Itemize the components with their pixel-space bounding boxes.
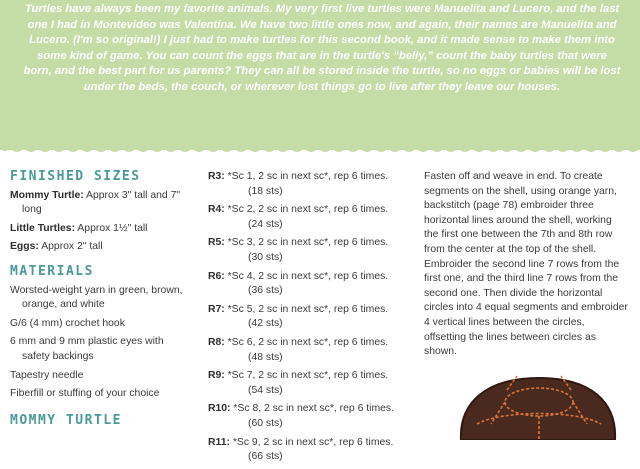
instructions-paragraph: Fasten off and weave in end. To create segments on the shell, using orange yarn, backstitch (page 78) embroider three horizontal lines around the shell, working the first one between the 7th and 8th row from the center at the top of the shell. Embroider the second line 7 rows from the first one, and the third line 7 rows from the second one. Then divide the horizontal circles into 4 equal segments and embroider 4 vertical lines between the circles, offsetting the lines between circles as shown.: [424, 171, 628, 358]
pattern-row: [208, 336, 413, 365]
pattern-row: [208, 402, 413, 431]
row-label: R9:: [208, 370, 225, 382]
size-text: Approx 1½" tall: [77, 222, 148, 234]
row-count: (48 sts): [248, 351, 283, 363]
row-count: (60 sts): [248, 417, 283, 429]
size-label: Eggs:: [10, 241, 39, 253]
row-label: R4:: [208, 204, 225, 216]
material-item: Tapestry needle: [10, 369, 84, 381]
material-item: 6 mm and 9 mm plastic eyes with safety backings: [10, 336, 164, 362]
pattern-row: [208, 303, 413, 332]
pattern-row: [208, 203, 413, 232]
row-label: R11:: [208, 436, 230, 448]
size-label: Little Turtles:: [10, 222, 76, 234]
size-item: [10, 222, 188, 237]
size-label: Mommy Turtle:: [10, 189, 84, 201]
pattern-row: [208, 236, 413, 265]
row-text: *Sc 2, 2 sc in next sc*, rep 6 times.: [227, 204, 389, 216]
mommy-turtle-heading: MOMMY TURTLE: [10, 412, 122, 428]
pattern-row: [208, 369, 413, 398]
intro-banner: [0, 0, 640, 150]
size-item: [10, 189, 188, 218]
material-item: Fiberfill or stuffing of your choice: [10, 388, 160, 400]
size-text: Approx 2" tall: [41, 241, 103, 253]
material-item: Worsted-weight yarn in green, brown, orange, and white: [10, 284, 183, 311]
row-text: *Sc 5, 2 sc in next sc*, rep 6 times.: [227, 303, 389, 315]
row-count: (36 sts): [248, 285, 283, 297]
row-text: *Sc 7, 2 sc in next sc*, rep 6 times.: [227, 370, 389, 382]
row-count: (66 sts): [248, 451, 283, 463]
row-count: (24 sts): [248, 218, 283, 230]
materials-heading: MATERIALS: [10, 263, 94, 279]
material-item: G/6 (4 mm) crochet hook: [10, 317, 125, 329]
rounds-column: [208, 170, 413, 469]
row-count: (18 sts): [248, 185, 283, 197]
row-text: *Sc 4, 2 sc in next sc*, rep 6 times.: [227, 270, 389, 282]
row-count: (30 sts): [248, 251, 283, 263]
pattern-row: [208, 270, 413, 299]
instructions-column: [424, 170, 629, 360]
row-text: *Sc 3, 2 sc in next sc*, rep 6 times.: [227, 237, 389, 249]
row-label: R8:: [208, 336, 225, 348]
row-label: R10:: [208, 403, 231, 415]
size-text: Approx 3" tall and 7" long: [22, 189, 181, 216]
row-label: R3:: [208, 171, 225, 182]
row-count: (54 sts): [248, 384, 283, 396]
intro-text: Turtles have always been my favorite animals. My very first live turtles were Manuelita and Lucero, and the last one I had in Montevideo was Valentina. We have two little ones now, and again, their names are Manuelita and Lucero. (I'm so original!) I just had to make turtles for this second book, and it made sense to make them into some kind of game. You can count the eggs that are in the turtle's “belly,” count the baby turtles that were born, and the best part for us parents? They can all be stored inside the turtle, so no eggs or babies will be lost under the beds, the couch, or wherever lost things go to live after they leave our houses.: [23, 3, 621, 93]
left-column: [10, 170, 188, 432]
row-text: *Sc 6, 2 sc in next sc*, rep 6 times.: [227, 336, 389, 348]
size-item: [10, 240, 188, 255]
row-label: R6:: [208, 270, 225, 282]
finished-sizes-heading: FINISHED SIZES: [10, 169, 141, 184]
row-text: *Sc 9, 2 sc in next sc*, rep 6 times.: [232, 436, 394, 448]
row-text: *Sc 8, 2 sc in next sc*, rep 6 times.: [233, 403, 394, 415]
row-text: *Sc 1, 2 sc in next sc*, rep 6 times.: [227, 171, 389, 182]
row-label: R7:: [208, 303, 225, 315]
turtle-shell-photo: [447, 372, 627, 440]
row-count: (42 sts): [248, 318, 283, 330]
row-label: R5:: [208, 237, 225, 249]
scalloped-border: [0, 142, 640, 158]
pattern-row: [208, 170, 413, 199]
